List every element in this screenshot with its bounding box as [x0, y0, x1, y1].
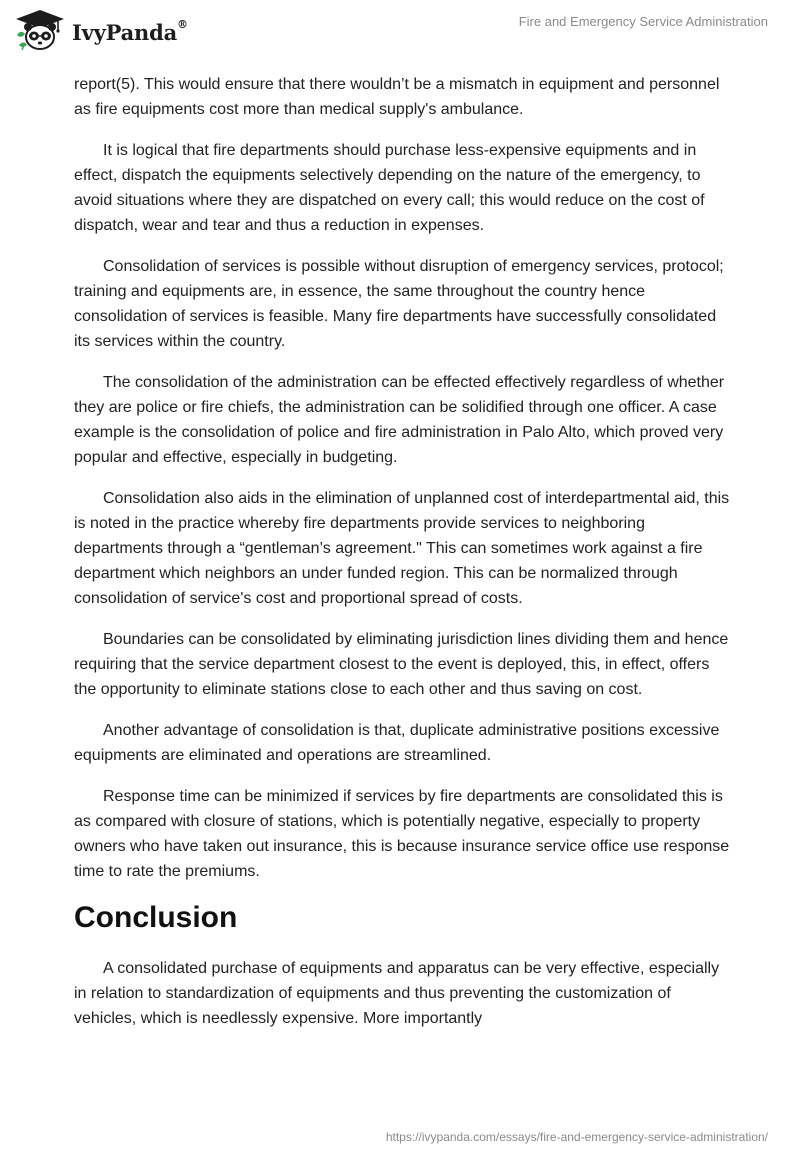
paragraph: Another advantage of consolidation is that, duplicate administrative positions excessive equipments are eliminated and operations are streamlined. — [74, 722, 720, 764]
paragraph: Boundaries can be consolidated by eliminating jurisdiction lines dividing them and hence requiring that the service department closest to the event is deployed, this, in effect, offers the opportunity to eliminate stations close to each other and thus saving on cost. — [74, 631, 729, 698]
document-title: Fire and Emergency Service Administration — [518, 14, 768, 29]
panda-graduate-logo-icon — [14, 8, 66, 52]
conclusion-heading: Conclusion — [74, 901, 238, 934]
logo-text: IvyPanda — [72, 19, 178, 45]
essay-body — [74, 72, 734, 1047]
paragraph: Consolidation also aids in the elimination of unplanned cost of interdepartmental aid, this is noted in the practice whereby fire departments provide services to neighboring departments through a “gentleman’s agreement." This can sometimes work against a fire department which neighbors an under funded region. This can be normalized through consolidation of service's cost and proportional spread of costs. — [74, 490, 730, 607]
paragraph: It is logical that fire departments should purchase less-expensive equipments and in effect, dispatch the equipments selectively depending on the nature of the emergency, to avoid situations where they are dispatched on every call; this would reduce on the cost of dispatch, wear and tear and thus a reduction in expenses. — [74, 142, 705, 234]
registered-mark: ® — [177, 17, 188, 31]
logo-wordmark — [72, 17, 188, 45]
paragraph: Response time can be minimized if services by fire departments are consolidated this is as compared with closure of stations, which is potentially negative, especially to property owners who have taken out insurance, this is because insurance service office use response time to rate the premiums. — [74, 788, 730, 880]
paragraph: report(5). This would ensure that there wouldn’t be a mismatch in equipment and personnel as fire equipments cost more than medical supply's ambulance. — [74, 76, 720, 118]
ivypanda-logo[interactable] — [14, 8, 188, 52]
paragraph: Consolidation of services is possible without disruption of emergency services, protocol; training and equipments are, in essence, the same throughout the country hence consolidation of services is feasible. Many fire departments have successfully consolidated its services within the country. — [74, 258, 724, 350]
conclusion-paragraph: A consolidated purchase of equipments and apparatus can be very effective, especially in relation to standardization of equipments and thus preventing the customization of vehicles, which is needlessly expensive. More importantly — [74, 960, 720, 1027]
footer-url[interactable]: https://ivypanda.com/essays/fire-and-emergency-service-administration/ — [385, 1130, 768, 1144]
paragraph: The consolidation of the administration can be effected effectively regardless of whether they are police or fire chiefs, the administration can be solidified through one officer. A case example is the consolidation of police and fire administration in Palo Alto, which proved very popular and effective, especially in budgeting. — [74, 374, 725, 466]
page-header — [0, 0, 800, 60]
